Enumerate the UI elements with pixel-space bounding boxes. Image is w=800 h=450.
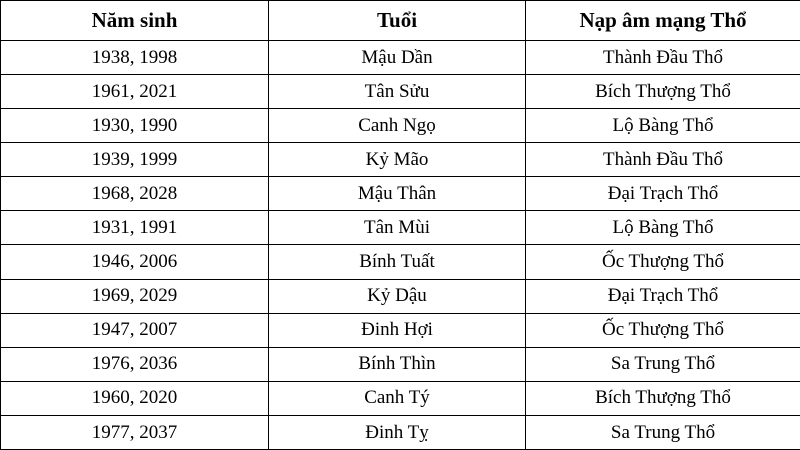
cell-birth-year: 1976, 2036: [1, 347, 269, 381]
table-row: [1, 109, 800, 143]
column-header-birth-year: Năm sinh: [1, 1, 269, 41]
cell-age: Canh Tý: [269, 381, 526, 415]
table-row: [1, 41, 800, 75]
cell-element: Sa Trung Thổ: [526, 347, 800, 381]
cell-birth-year: 1968, 2028: [1, 177, 269, 211]
cell-element: Đại Trạch Thổ: [526, 177, 800, 211]
cell-birth-year: 1930, 1990: [1, 109, 269, 143]
cell-birth-year: 1931, 1991: [1, 211, 269, 245]
cell-age: Canh Ngọ: [269, 109, 526, 143]
table-row: [1, 143, 800, 177]
table-row: [1, 415, 800, 449]
cell-birth-year: 1938, 1998: [1, 41, 269, 75]
table-row: [1, 75, 800, 109]
cell-age: Tân Sửu: [269, 75, 526, 109]
table-row: [1, 279, 800, 313]
column-header-age: Tuổi: [269, 1, 526, 41]
table-row: [1, 313, 800, 347]
cell-element: Thành Đầu Thổ: [526, 41, 800, 75]
cell-birth-year: 1961, 2021: [1, 75, 269, 109]
cell-age: Kỷ Mão: [269, 143, 526, 177]
cell-age: Mậu Thân: [269, 177, 526, 211]
column-header-element: Nạp âm mạng Thổ: [526, 1, 800, 41]
cell-birth-year: 1960, 2020: [1, 381, 269, 415]
cell-element: Lộ Bàng Thổ: [526, 109, 800, 143]
cell-age: Bính Thìn: [269, 347, 526, 381]
table-row: [1, 381, 800, 415]
cell-element: Lộ Bàng Thổ: [526, 211, 800, 245]
cell-element: Ốc Thượng Thổ: [526, 313, 800, 347]
cell-element: Thành Đầu Thổ: [526, 143, 800, 177]
cell-birth-year: 1977, 2037: [1, 415, 269, 449]
cell-age: Đinh Tỵ: [269, 415, 526, 449]
cell-age: Kỷ Dậu: [269, 279, 526, 313]
table-row: [1, 211, 800, 245]
cell-birth-year: 1946, 2006: [1, 245, 269, 279]
cell-element: Ốc Thượng Thổ: [526, 245, 800, 279]
cell-element: Sa Trung Thổ: [526, 415, 800, 449]
cell-birth-year: 1969, 2029: [1, 279, 269, 313]
cell-age: Bính Tuất: [269, 245, 526, 279]
table-row: [1, 347, 800, 381]
cell-age: Tân Mùi: [269, 211, 526, 245]
cell-age: Đinh Hợi: [269, 313, 526, 347]
cell-element: Bích Thượng Thổ: [526, 381, 800, 415]
cell-element: Đại Trạch Thổ: [526, 279, 800, 313]
table-row: [1, 177, 800, 211]
cell-birth-year: 1939, 1999: [1, 143, 269, 177]
cell-birth-year: 1947, 2007: [1, 313, 269, 347]
cell-element: Bích Thượng Thổ: [526, 75, 800, 109]
table-header-row: [1, 1, 800, 41]
table-row: [1, 245, 800, 279]
cell-age: Mậu Dần: [269, 41, 526, 75]
